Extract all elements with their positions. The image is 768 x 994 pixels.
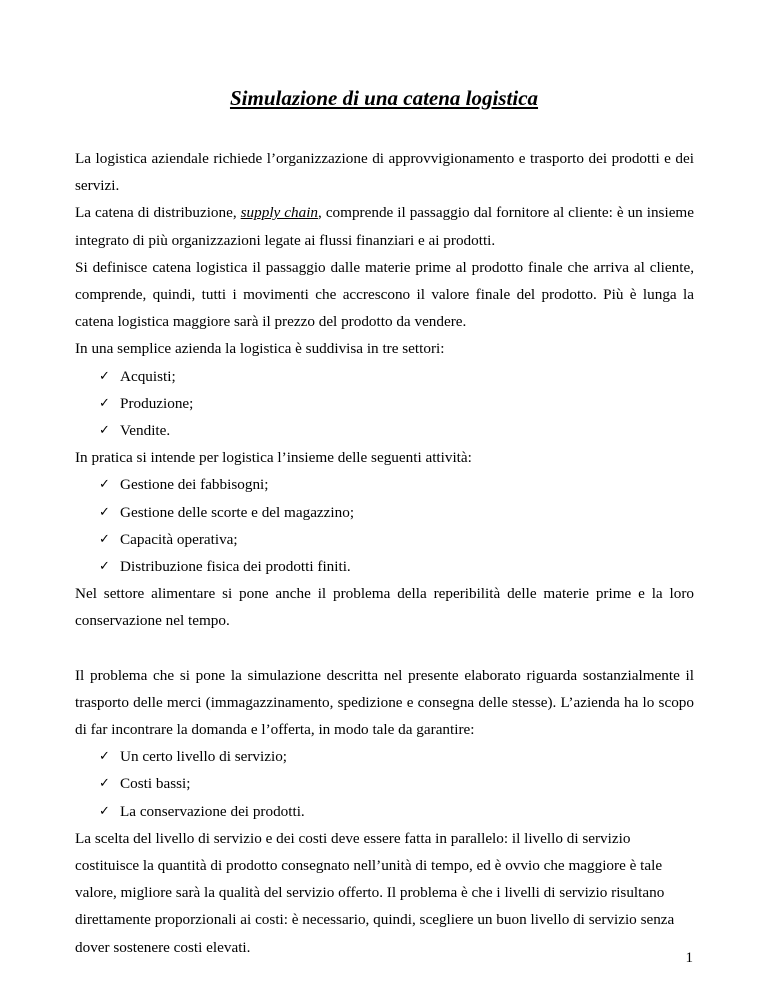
checkmark-icon: ✓ — [99, 477, 110, 493]
checkmark-icon: ✓ — [99, 776, 110, 792]
paragraph-sectors-intro: In una semplice azienda la logistica è suddivisa in tre settori: — [75, 340, 445, 358]
paragraph-supply-chain — [75, 199, 694, 253]
list-item: ✓ Distribuzione fisica dei prodotti finiti. — [75, 553, 694, 580]
checkmark-icon: ✓ — [99, 395, 110, 411]
checkmark-icon: ✓ — [99, 749, 110, 765]
checkmark-icon: ✓ — [99, 504, 110, 520]
page-number: 1 — [685, 950, 693, 966]
list-item: ✓ Produzione; — [75, 390, 694, 417]
list-item: ✓ Un certo livello di servizio; — [75, 743, 694, 770]
list-item: ✓ Costi bassi; — [75, 770, 694, 797]
checkmark-icon: ✓ — [99, 559, 110, 575]
list-sectors — [75, 363, 694, 445]
paragraph-problem: Il problema che si pone la simulazione descritta nel presente elaborato riguarda sostanzialmente il trasporto delle merci (immagazzinamento, spedizione e consegna delle stesse). L’azienda ha lo scopo di far incontrare la domanda e l’offerta, in modo tale da garantire: — [75, 666, 694, 739]
list-item: ✓ Vendite. — [75, 417, 694, 444]
text-span: , comprende il passaggio dal fornitore al cliente: è un insieme integrato di più organizzazioni legate ai flussi finanziari e ai prodotti. — [75, 204, 694, 249]
checkmark-icon: ✓ — [99, 803, 110, 819]
list-item: ✓ Capacità operativa; — [75, 526, 694, 553]
paragraph-food-sector: Nel settore alimentare si pone anche il problema della reperibilità delle materie prime e la loro conservazione nel tempo. — [75, 585, 694, 630]
paragraph-intro: La logistica aziendale richiede l’organizzazione di approvvigionamento e trasporto dei prodotti e dei servizi. — [75, 150, 694, 195]
list-item: ✓ Gestione dei fabbisogni; — [75, 471, 694, 498]
paragraph-spacer — [75, 635, 694, 662]
checkmark-icon: ✓ — [99, 531, 110, 547]
emphasis-supply-chain: supply chain — [240, 204, 319, 222]
list-activities — [75, 471, 694, 580]
list-item: ✓ Gestione delle scorte e del magazzino; — [75, 499, 694, 526]
document-body — [75, 145, 694, 961]
list-item: ✓ Acquisti; — [75, 363, 694, 390]
list-goals — [75, 743, 694, 825]
checkmark-icon: ✓ — [99, 368, 110, 384]
page-title: Simulazione di una catena logistica — [229, 86, 539, 110]
text-span: La catena di distribuzione, — [75, 204, 241, 222]
list-item: ✓ La conservazione dei prodotti. — [75, 798, 694, 825]
paragraph-definition: Si definisce catena logistica il passaggio dalle materie prime al prodotto finale che arriva al cliente, comprende, quindi, tutti i movimenti che accrescono il valore finale del prodotto. Più è lunga la catena logistica maggiore sarà il prezzo del prodotto da vendere. — [75, 258, 694, 331]
paragraph-service-level: La scelta del livello di servizio e dei costi deve essere fatta in parallelo: il livello di servizio costituisce la quantità di prodotto consegnato nell’unità di tempo, ed è ovvio che maggiore è tale valore, migliore sarà la qualità del servizio offerto. Il problema è che i livelli di servizio risultano direttamente proporzionali ai costi: è necessario, quindi, scegliere un buon livello di servizio senza dover sostenere costi elevati. — [75, 829, 675, 956]
checkmark-icon: ✓ — [99, 423, 110, 439]
paragraph-activities-intro: In pratica si intende per logistica l’insieme delle seguenti attività: — [75, 449, 472, 467]
